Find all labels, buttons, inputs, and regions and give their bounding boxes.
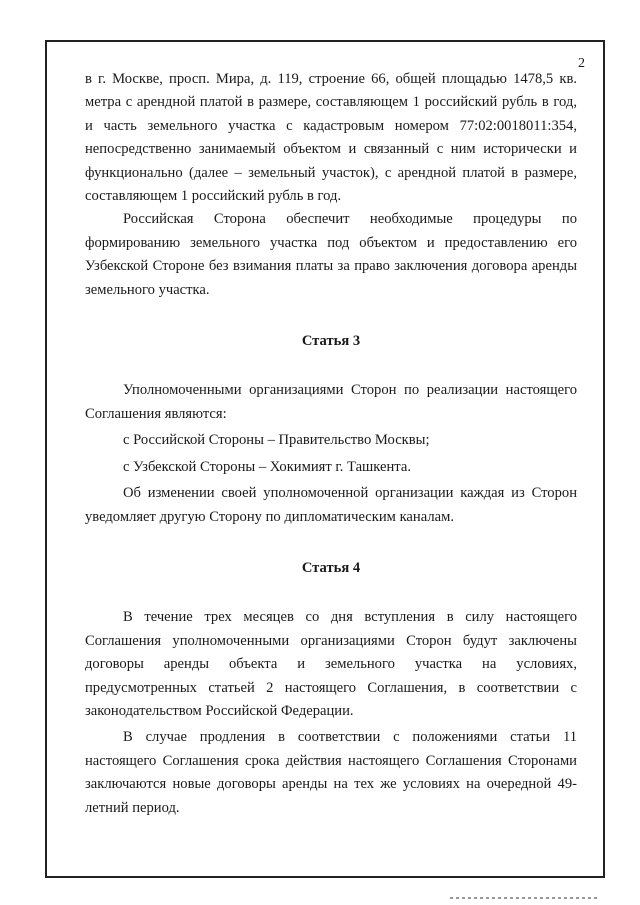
intro-paragraph-1: в г. Москве, просп. Мира, д. 119, строение 66, общей площадью 1478,5 кв. метра с арендной платой в размере, составляющем 1 российский рубль в год, и часть земельного участка с кадастровым номером 77:02:0018011:354, непосредственно занимаемый объектом и связанный с ним исторически и функционально (далее – земельный участок), с арендной платой в размере, составляющем 1 российский рубль в год.	[85, 71, 577, 205]
page-number: 2	[578, 56, 585, 71]
article-4-paragraph-2: В случае продления в соответствии с положениями статьи 11 настоящего Соглашения срока действия настоящего Соглашения Сторонами заключаются новые договоры аренды на тех же условиях на очередной 49-летний период.	[85, 729, 577, 816]
article-3-closing: Об изменении своей уполномоченной организации каждая из Сторон уведомляет другую Сторону по дипломатическим каналам.	[85, 485, 577, 525]
scan-artifact	[450, 897, 600, 899]
article-4-title: Статья 4	[301, 559, 361, 576]
article-3-item-russia: с Российской Стороны – Правительство Москвы;	[123, 432, 430, 449]
article-4-paragraph-1: В течение трех месяцев со дня вступления в силу настоящего Соглашения уполномоченными организациями Сторон будут заключены договоры аренды объекта и земельного участка на условиях, предусмотренных статьей 2 настоящего Соглашения, в соответствии с законодательством Российской Федерации.	[85, 609, 577, 719]
document-body	[85, 68, 577, 820]
intro-paragraph-2: Российская Сторона обеспечит необходимые процедуры по формированию земельного участка под объектом и предоставлению его Узбекской Стороне без взимания платы за право заключения договора аренды земельного участка.	[85, 211, 577, 298]
article-3-lead: Уполномоченными организациями Сторон по реализации настоящего Соглашения являются:	[85, 382, 577, 422]
article-3-title: Статья 3	[301, 333, 361, 350]
article-3-item-uzbekistan: с Узбекской Стороны – Хокимият г. Ташкента.	[123, 458, 411, 475]
